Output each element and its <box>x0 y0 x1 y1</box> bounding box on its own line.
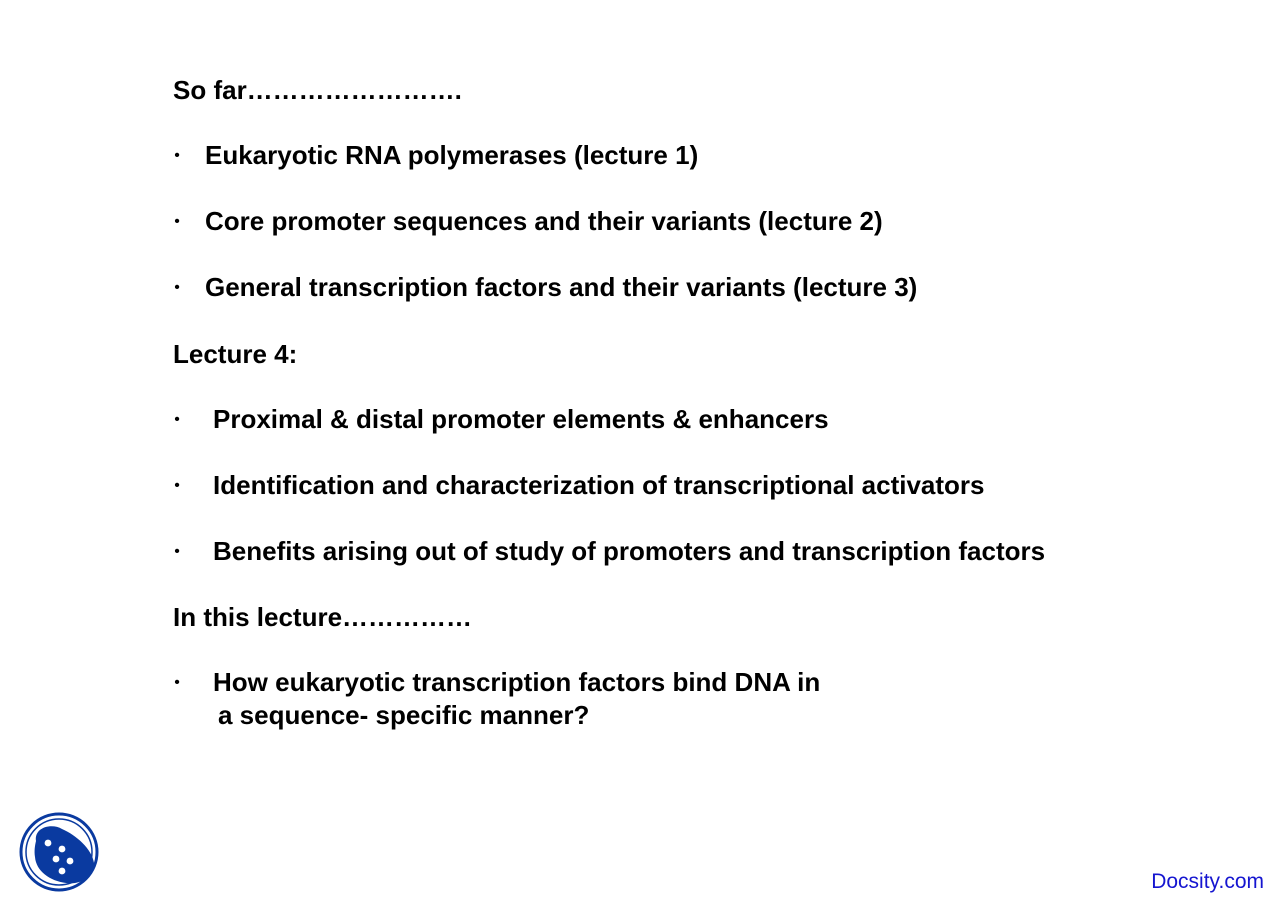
bullet-icon: • <box>174 411 180 428</box>
docsity-logo-icon <box>18 811 100 893</box>
lecture-4-heading: Lecture 4: <box>173 339 298 369</box>
bullet-icon: • <box>174 674 180 691</box>
this-lecture-item-line-1: How eukaryotic transcription factors bind DNA in <box>213 667 821 697</box>
so-far-item-1: Eukaryotic RNA polymerases (lecture 1) <box>205 140 699 170</box>
lecture-4-item-3: Benefits arising out of study of promoters and transcription factors <box>213 536 1046 566</box>
so-far-heading: So far……………………. <box>173 75 462 105</box>
lecture-4-item-1: Proximal & distal promoter elements & enhancers <box>213 404 829 434</box>
bullet-icon: • <box>174 477 180 494</box>
so-far-item-2: Core promoter sequences and their variants (lecture 2) <box>205 206 883 236</box>
lecture-4-item-2: Identification and characterization of transcriptional activators <box>213 470 985 500</box>
bullet-icon: • <box>174 147 180 164</box>
docsity-link[interactable]: Docsity.com <box>1151 870 1264 893</box>
this-lecture-item-line-2: a sequence- specific manner? <box>218 700 590 730</box>
bullet-icon: • <box>174 213 180 230</box>
bullet-icon: • <box>174 543 180 560</box>
so-far-item-3: General transcription factors and their variants (lecture 3) <box>205 272 918 302</box>
bullet-icon: • <box>174 279 180 296</box>
this-lecture-heading: In this lecture…………… <box>173 602 473 632</box>
